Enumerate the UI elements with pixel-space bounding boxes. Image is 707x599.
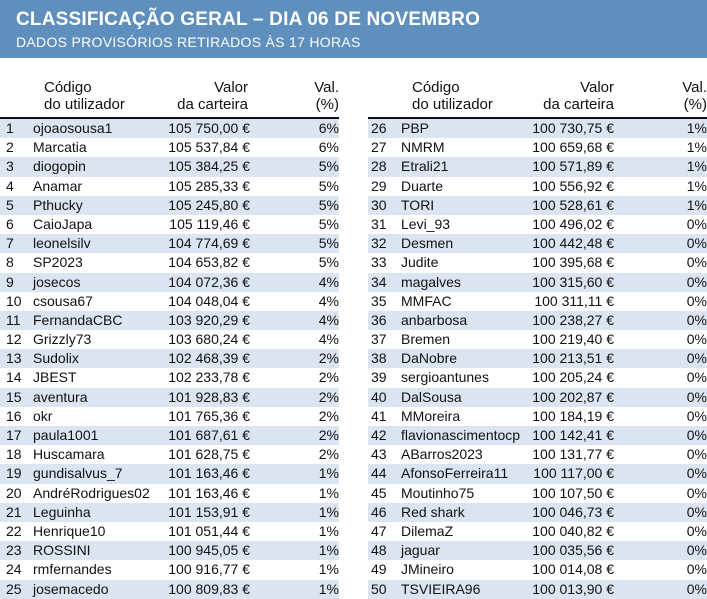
user-cell: Pthucky	[33, 196, 83, 213]
table-row	[368, 407, 707, 426]
rank-cell: 20	[6, 484, 22, 501]
percent-cell: 4%	[318, 292, 339, 309]
user-cell: rmfernandes	[33, 561, 112, 578]
value-cell: 100 046,73 €	[532, 503, 614, 520]
user-cell: ojoaosousa1	[33, 120, 113, 136]
table-row	[368, 292, 707, 311]
percent-cell: 2%	[318, 388, 339, 405]
rank-cell: 47	[371, 522, 387, 539]
table-row	[0, 541, 339, 560]
column-header-user: Código do utilizador	[44, 79, 125, 113]
table-row	[368, 503, 707, 522]
table-row	[368, 253, 707, 272]
rank-cell: 19	[6, 465, 22, 482]
value-cell: 101 928,83 €	[168, 388, 250, 405]
percent-cell: 5%	[318, 215, 339, 232]
table-row	[0, 157, 339, 176]
table-row	[368, 560, 707, 579]
table-row	[368, 177, 707, 196]
value-cell: 105 119,46 €	[169, 215, 250, 232]
value-cell: 100 213,51 €	[532, 350, 614, 367]
column-header-percent: Val. (%)	[682, 79, 707, 113]
table-row	[368, 311, 707, 330]
rank-cell: 37	[371, 331, 387, 348]
user-cell: sergioantunes	[401, 369, 489, 386]
percent-cell: 0%	[686, 350, 707, 367]
user-cell: ROSSINI	[33, 542, 91, 559]
rank-cell: 41	[371, 407, 387, 424]
value-cell: 100 013,90 €	[532, 580, 614, 597]
percent-cell: 2%	[318, 369, 339, 386]
user-cell: Anamar	[33, 177, 83, 194]
column-header-value: Valor da carteira	[177, 79, 248, 113]
percent-cell: 1%	[686, 120, 707, 136]
rank-cell: 50	[371, 580, 387, 597]
user-cell: MMFAC	[401, 292, 452, 309]
user-cell: Levi_93	[401, 215, 451, 232]
user-cell: Marcatia	[33, 139, 87, 156]
ranking-table-left	[0, 78, 339, 599]
percent-cell: 0%	[686, 235, 707, 252]
user-cell: Bremen	[401, 331, 451, 348]
user-cell: jaguar	[401, 542, 440, 559]
value-cell: 102 468,39 €	[168, 350, 250, 367]
value-cell: 104 774,69 €	[168, 235, 250, 252]
table-row	[0, 464, 339, 483]
table-row	[0, 484, 339, 503]
rank-cell: 15	[6, 388, 22, 405]
percent-cell: 2%	[318, 446, 339, 463]
user-cell: DaNobre	[401, 350, 458, 367]
user-cell: NMRM	[401, 139, 445, 156]
rank-cell: 14	[6, 369, 22, 386]
value-cell: 105 245,80 €	[168, 196, 250, 213]
rank-cell: 23	[6, 542, 22, 559]
rank-cell: 34	[371, 273, 387, 290]
value-cell: 100 916,77 €	[168, 561, 250, 578]
percent-cell: 5%	[318, 177, 339, 194]
value-cell: 100 315,60 €	[532, 273, 614, 290]
percent-cell: 1%	[318, 561, 339, 578]
table-row	[0, 349, 339, 368]
percent-cell: 1%	[686, 158, 707, 175]
percent-cell: 0%	[686, 542, 707, 559]
table-row	[0, 292, 339, 311]
rank-cell: 32	[371, 235, 387, 252]
value-cell: 101 765,36 €	[168, 407, 250, 424]
percent-cell: 0%	[686, 503, 707, 520]
rank-cell: 28	[371, 158, 387, 175]
rank-cell: 40	[371, 388, 387, 405]
user-cell: Sudolix	[33, 350, 79, 367]
user-cell: PBP	[401, 120, 430, 136]
user-cell: TORI	[401, 196, 435, 213]
table-row	[368, 157, 707, 176]
user-cell: gundisalvus_7	[33, 465, 123, 482]
rank-cell: 8	[6, 254, 14, 271]
value-cell: 100 571,89 €	[532, 158, 614, 175]
value-cell: 101 051,44 €	[168, 522, 250, 539]
rank-cell: 49	[371, 561, 387, 578]
column-header-value: Valor da carteira	[543, 79, 614, 113]
value-cell: 100 809,83 €	[168, 580, 250, 597]
value-cell: 100 311,11 €	[534, 292, 614, 309]
page-subtitle: DADOS PROVISÓRIOS RETIRADOS ÀS 17 HORAS	[16, 34, 361, 50]
table-row	[0, 580, 339, 599]
rank-cell: 31	[371, 215, 387, 232]
percent-cell: 0%	[686, 407, 707, 424]
rank-cell: 17	[6, 427, 22, 443]
rank-cell: 11	[6, 311, 21, 328]
user-cell: JBEST	[33, 369, 77, 386]
value-cell: 100 556,92 €	[532, 177, 614, 194]
table-row	[0, 522, 339, 541]
table-row	[0, 273, 339, 292]
user-cell: flavionascimentocp	[401, 427, 521, 443]
value-cell: 100 730,75 €	[532, 120, 614, 136]
percent-cell: 0%	[686, 292, 707, 309]
rank-cell: 46	[371, 503, 387, 520]
percent-cell: 2%	[318, 350, 339, 367]
value-cell: 100 202,87 €	[532, 388, 614, 405]
user-cell: Grizzly73	[33, 331, 92, 348]
value-cell: 105 750,00 €	[168, 120, 250, 136]
value-cell: 100 395,68 €	[532, 254, 614, 271]
table-row	[368, 368, 707, 387]
user-cell: DilemaZ	[401, 522, 454, 539]
rank-cell: 39	[371, 369, 387, 386]
table-header	[0, 78, 339, 117]
percent-cell: 1%	[318, 484, 339, 501]
user-cell: Red shark	[401, 503, 465, 520]
percent-cell: 2%	[318, 427, 339, 443]
rank-cell: 38	[371, 350, 387, 367]
table-row	[0, 215, 339, 234]
percent-cell: 0%	[686, 465, 707, 482]
value-cell: 103 920,29 €	[168, 311, 250, 328]
table-row	[0, 119, 339, 138]
table-row	[368, 464, 707, 483]
value-cell: 101 628,75 €	[168, 446, 250, 463]
table-row	[0, 330, 339, 349]
user-cell: Henrique10	[33, 522, 106, 539]
value-cell: 105 537,84 €	[168, 139, 250, 156]
value-cell: 104 653,82 €	[168, 254, 250, 271]
user-cell: Moutinho75	[401, 484, 475, 501]
table-row	[368, 522, 707, 541]
percent-cell: 0%	[686, 369, 707, 386]
value-cell: 101 163,46 €	[168, 484, 250, 501]
percent-cell: 0%	[686, 484, 707, 501]
rank-cell: 48	[371, 542, 387, 559]
rank-cell: 12	[6, 331, 22, 348]
user-cell: Leguinha	[33, 503, 91, 520]
table-row	[0, 407, 339, 426]
user-cell: MMoreira	[401, 407, 461, 424]
value-cell: 104 048,04 €	[168, 292, 250, 309]
user-cell: josecos	[33, 273, 81, 290]
user-cell: JMineiro	[401, 561, 454, 578]
rank-cell: 35	[371, 292, 387, 309]
value-cell: 100 238,27 €	[532, 311, 614, 328]
value-cell: 100 107,50 €	[532, 484, 614, 501]
value-cell: 100 219,40 €	[532, 331, 614, 348]
user-cell: FernandaCBC	[33, 311, 123, 328]
table-row	[368, 484, 707, 503]
rank-cell: 45	[371, 484, 387, 501]
ranking-table-right	[368, 78, 707, 599]
table-row	[0, 311, 339, 330]
value-cell: 100 528,61 €	[532, 196, 614, 213]
user-cell: leonelsilv	[33, 235, 91, 252]
user-cell: AfonsoFerreira11	[401, 465, 509, 482]
rank-cell: 16	[6, 407, 22, 424]
table-row	[368, 445, 707, 464]
table-row	[0, 388, 339, 407]
user-cell: AndréRodrigues02	[33, 484, 150, 501]
table-row	[0, 138, 339, 157]
header-banner	[0, 0, 707, 58]
percent-cell: 5%	[318, 254, 339, 271]
rank-cell: 2	[6, 139, 14, 156]
table-row	[368, 196, 707, 215]
value-cell: 101 163,46 €	[168, 465, 250, 482]
table-row	[368, 580, 707, 599]
value-cell: 100 142,41 €	[532, 427, 614, 443]
table-row	[0, 234, 339, 253]
user-cell: magalves	[401, 273, 461, 290]
value-cell: 104 072,36 €	[168, 273, 250, 290]
table-row	[368, 426, 707, 445]
table-row	[368, 234, 707, 253]
user-cell: csousa67	[33, 292, 93, 309]
rank-cell: 44	[371, 465, 387, 482]
percent-cell: 1%	[318, 503, 339, 520]
table-row	[0, 368, 339, 387]
percent-cell: 6%	[318, 120, 339, 136]
table-row	[0, 177, 339, 196]
rank-cell: 27	[371, 139, 387, 156]
table-row	[368, 273, 707, 292]
percent-cell: 0%	[686, 561, 707, 578]
user-cell: okr	[33, 407, 53, 424]
rank-cell: 33	[371, 254, 387, 271]
column-header-percent: Val. (%)	[314, 79, 339, 113]
value-cell: 100 442,48 €	[532, 235, 614, 252]
rank-cell: 26	[371, 120, 387, 136]
table-row	[368, 388, 707, 407]
rank-cell: 21	[6, 503, 22, 520]
table-row	[0, 560, 339, 579]
percent-cell: 0%	[686, 215, 707, 232]
rank-cell: 43	[371, 446, 387, 463]
table-row	[0, 253, 339, 272]
value-cell: 100 035,56 €	[532, 542, 614, 559]
table-body	[0, 117, 339, 599]
percent-cell: 0%	[686, 273, 707, 290]
user-cell: DalSousa	[401, 388, 462, 405]
rank-cell: 25	[6, 580, 22, 597]
percent-cell: 5%	[318, 196, 339, 213]
table-row	[0, 503, 339, 522]
rank-cell: 3	[6, 158, 14, 175]
table-row	[368, 138, 707, 157]
percent-cell: 0%	[686, 522, 707, 539]
value-cell: 100 040,82 €	[532, 522, 614, 539]
value-cell: 100 496,02 €	[532, 215, 614, 232]
rank-cell: 29	[371, 177, 387, 194]
table-header	[368, 78, 707, 117]
value-cell: 101 687,61 €	[168, 427, 250, 443]
rank-cell: 36	[371, 311, 387, 328]
value-cell: 100 945,05 €	[168, 542, 250, 559]
value-cell: 105 384,25 €	[168, 158, 250, 175]
value-cell: 100 131,77 €	[532, 446, 614, 463]
percent-cell: 1%	[318, 465, 339, 482]
percent-cell: 1%	[318, 522, 339, 539]
percent-cell: 4%	[318, 311, 339, 328]
percent-cell: 0%	[686, 446, 707, 463]
table-row	[0, 196, 339, 215]
rank-cell: 10	[6, 292, 22, 309]
user-cell: Etrali21	[401, 158, 449, 175]
percent-cell: 2%	[318, 407, 339, 424]
rank-cell: 1	[6, 120, 14, 136]
user-cell: aventura	[33, 388, 88, 405]
rank-cell: 4	[6, 177, 14, 194]
value-cell: 103 680,24 €	[168, 331, 250, 348]
rank-cell: 13	[6, 350, 22, 367]
user-cell: CaioJapa	[33, 215, 93, 232]
percent-cell: 5%	[318, 235, 339, 252]
user-cell: Huscamara	[33, 446, 105, 463]
user-cell: josemacedo	[33, 580, 109, 597]
value-cell: 105 285,33 €	[168, 177, 250, 194]
percent-cell: 0%	[686, 388, 707, 405]
user-cell: Duarte	[401, 177, 444, 194]
user-cell: TSVIEIRA96	[401, 580, 481, 597]
user-cell: ABarros2023	[401, 446, 483, 463]
percent-cell: 1%	[686, 177, 707, 194]
user-cell: diogopin	[33, 158, 86, 175]
value-cell: 100 014,08 €	[532, 561, 614, 578]
column-header-user: Código do utilizador	[412, 79, 493, 113]
rank-cell: 6	[6, 215, 14, 232]
table-row	[368, 541, 707, 560]
percent-cell: 0%	[686, 331, 707, 348]
user-cell: paula1001	[33, 427, 99, 443]
table-row	[0, 445, 339, 464]
rank-cell: 18	[6, 446, 22, 463]
table-row	[0, 426, 339, 445]
rank-cell: 7	[6, 235, 14, 252]
rank-cell: 9	[6, 273, 14, 290]
table-row	[368, 119, 707, 138]
percent-cell: 4%	[318, 331, 339, 348]
rank-cell: 24	[6, 561, 22, 578]
percent-cell: 1%	[686, 139, 707, 156]
user-cell: Desmen	[401, 235, 454, 252]
rank-cell: 5	[6, 196, 14, 213]
percent-cell: 1%	[318, 542, 339, 559]
percent-cell: 4%	[318, 273, 339, 290]
percent-cell: 0%	[686, 254, 707, 271]
user-cell: Judite	[401, 254, 439, 271]
percent-cell: 0%	[686, 427, 707, 443]
value-cell: 101 153,91 €	[168, 503, 250, 520]
percent-cell: 0%	[686, 311, 707, 328]
percent-cell: 6%	[318, 139, 339, 156]
rank-cell: 30	[371, 196, 387, 213]
percent-cell: 5%	[318, 158, 339, 175]
page-title: CLASSIFICAÇÃO GERAL – DIA 06 DE NOVEMBRO	[16, 9, 481, 30]
table-row	[368, 215, 707, 234]
value-cell: 100 659,68 €	[532, 139, 614, 156]
percent-cell: 1%	[318, 580, 339, 597]
rank-cell: 42	[371, 427, 387, 443]
table-body	[368, 117, 707, 599]
value-cell: 100 205,24 €	[532, 369, 614, 386]
rank-cell: 22	[6, 522, 22, 539]
percent-cell: 0%	[686, 580, 707, 597]
percent-cell: 1%	[686, 196, 707, 213]
value-cell: 100 184,19 €	[532, 407, 614, 424]
user-cell: SP2023	[33, 254, 83, 271]
user-cell: anbarbosa	[401, 311, 468, 328]
value-cell: 100 117,00 €	[533, 465, 614, 482]
table-row	[368, 349, 707, 368]
table-row	[368, 330, 707, 349]
value-cell: 102 233,78 €	[168, 369, 250, 386]
